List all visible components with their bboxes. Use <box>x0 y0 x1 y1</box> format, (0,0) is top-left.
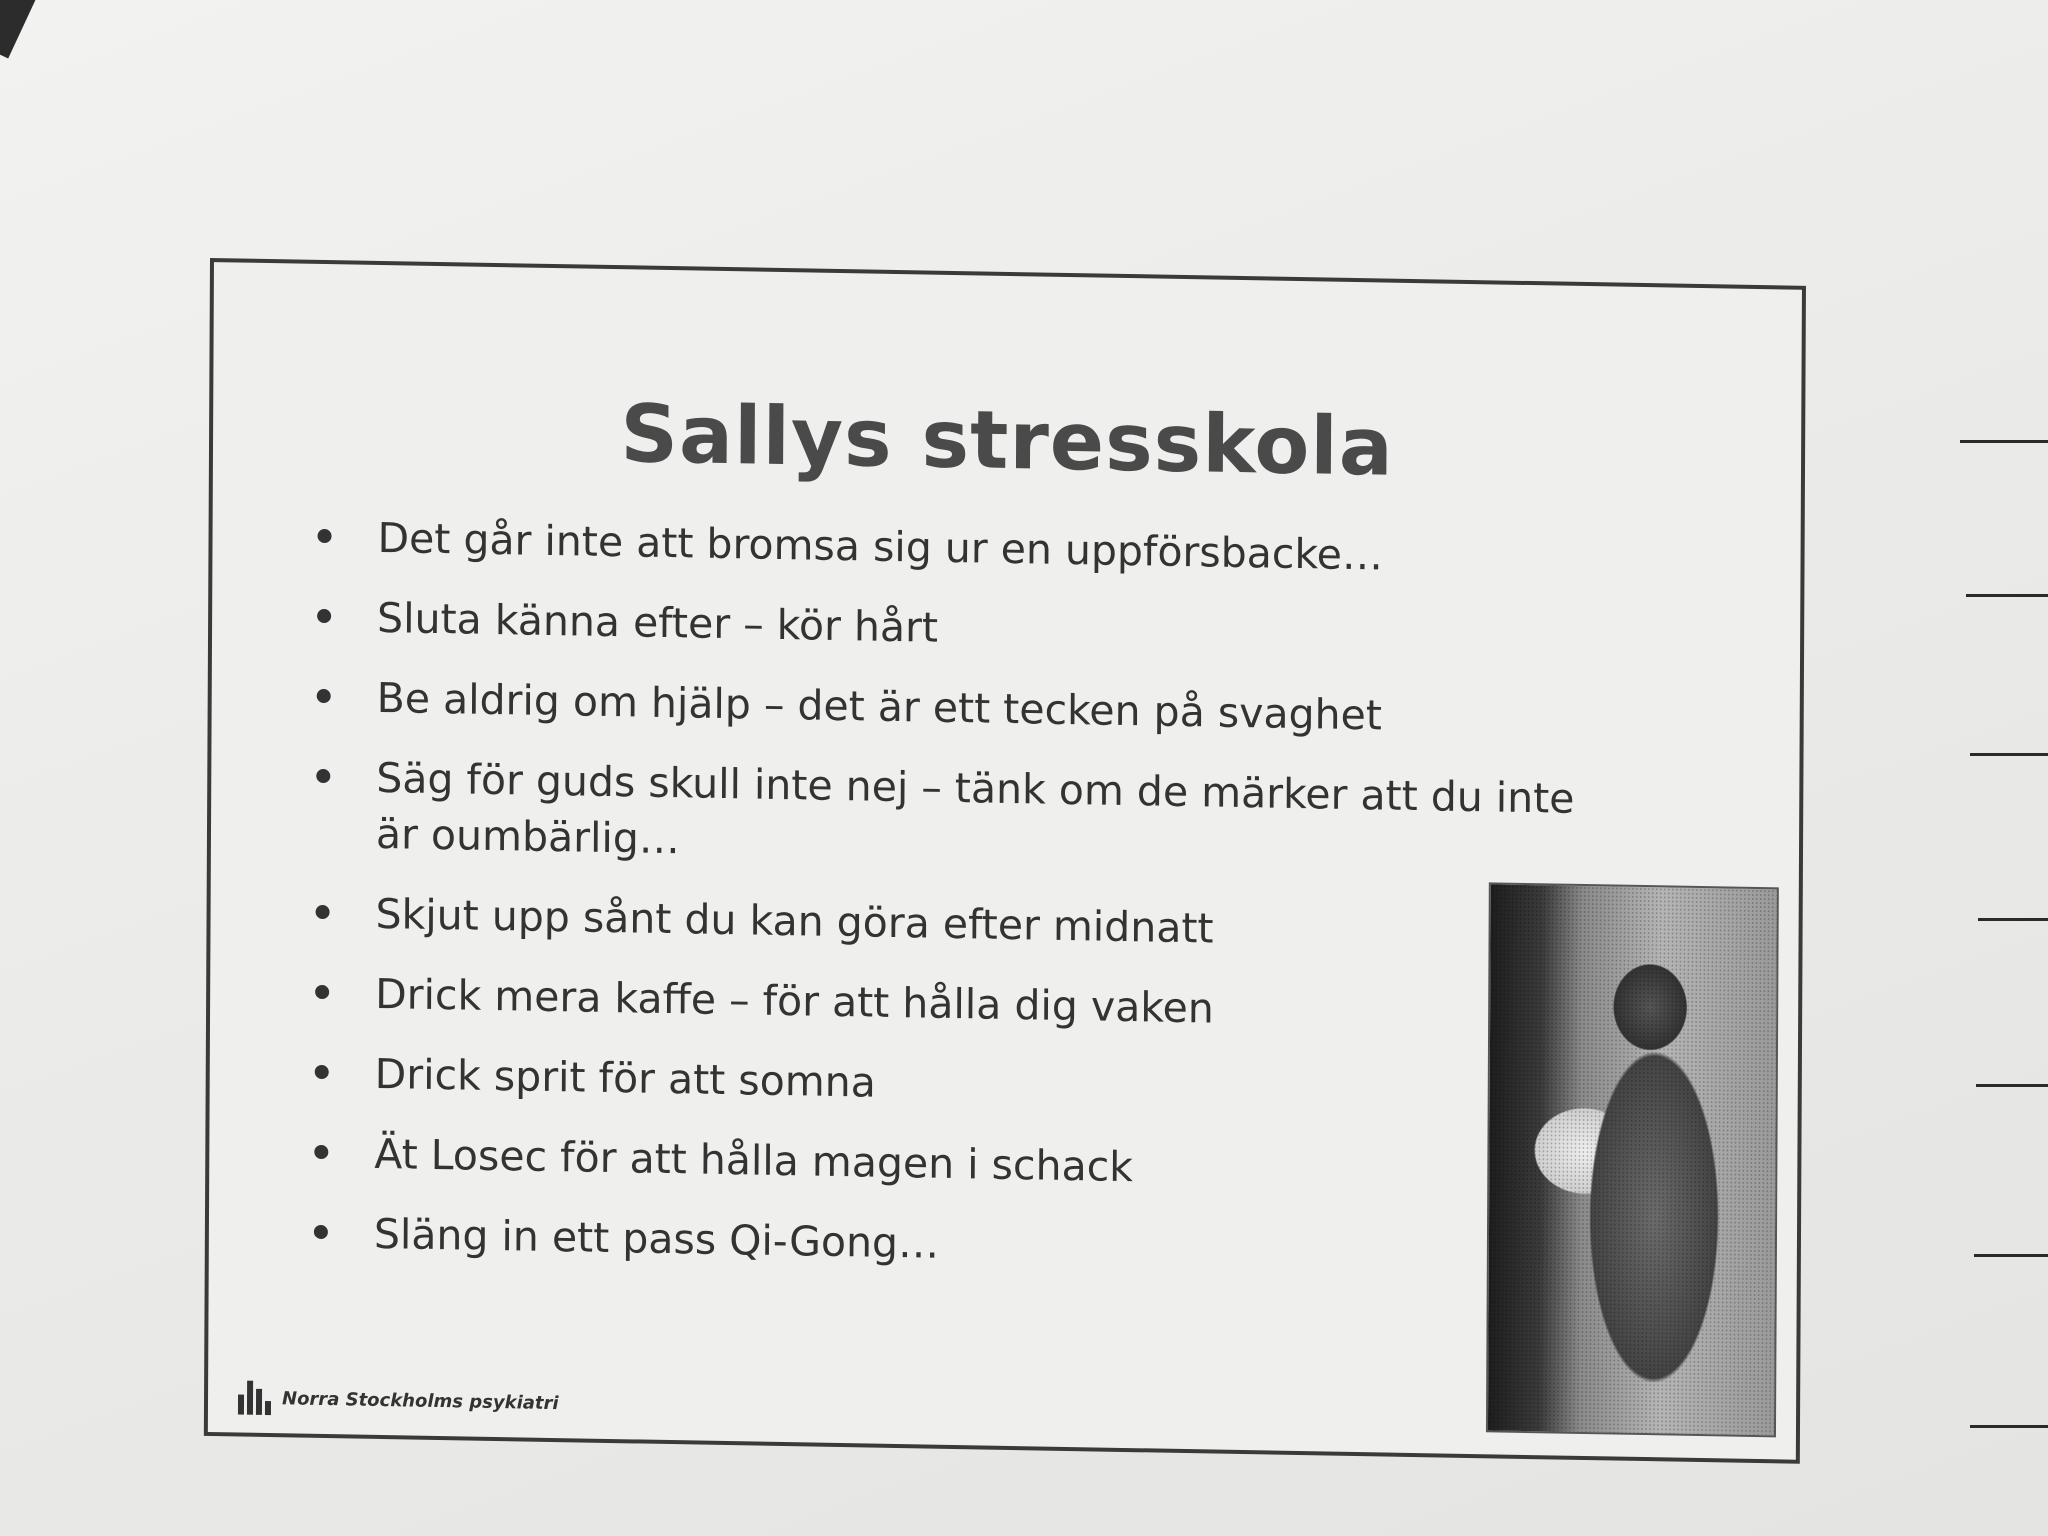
bullet-dot-icon <box>314 1225 328 1239</box>
logo-icon <box>238 1381 272 1416</box>
bullet-text: Säg för guds skull inte nej – tänk om de märker att du inte är oumbärlig… <box>375 753 1575 864</box>
bullet-item <box>317 509 1617 588</box>
bullet-text: Drick mera kaffe – för att hålla dig vaken <box>375 969 1214 1033</box>
bullet-text: Det går inte att bromsa sig ur en uppförsbacke… <box>377 513 1384 580</box>
slide-title: Sallys stresskola <box>620 387 1394 494</box>
bullet-dot-icon <box>315 985 329 999</box>
margin-line <box>1978 918 2048 921</box>
bullet-text: Släng in ett pass Qi-Gong… <box>373 1209 940 1268</box>
bullet-dot-icon <box>316 905 330 919</box>
footer-logo <box>238 1381 559 1421</box>
bullet-item <box>317 669 1617 748</box>
margin-line <box>1976 1084 2048 1087</box>
bullet-dot-icon <box>315 1065 329 1079</box>
bullet-item <box>315 885 1615 964</box>
bullet-dot-icon <box>314 1145 328 1159</box>
bullet-text: Be aldrig om hjälp – det är ett tecken på svaghet <box>376 673 1382 740</box>
bullet-dot-icon <box>318 529 332 543</box>
bullet-item <box>314 1125 1614 1204</box>
margin-line <box>1970 1425 2048 1428</box>
table-edge <box>0 0 46 58</box>
bullet-item <box>315 1045 1615 1124</box>
logo-text: Norra Stockholms psykiatri <box>281 1387 559 1414</box>
bullet-item <box>314 1205 1614 1284</box>
bullet-item <box>316 749 1617 884</box>
slide-frame <box>204 258 1806 1464</box>
margin-line <box>1960 440 2048 443</box>
margin-line <box>1970 753 2048 756</box>
bullet-text: Skjut upp sånt du kan göra efter midnatt <box>375 889 1214 953</box>
bullet-text: Drick sprit för att somna <box>374 1049 876 1107</box>
bullet-dot-icon <box>317 609 331 623</box>
bullet-dot-icon <box>317 689 331 703</box>
bullet-list <box>314 509 1618 1308</box>
bullet-text: Sluta känna efter – kör hårt <box>377 593 939 652</box>
bullet-dot-icon <box>316 769 330 783</box>
bullet-item <box>315 965 1615 1044</box>
margin-lines <box>1958 0 2048 1536</box>
person-photo <box>1486 882 1779 1437</box>
margin-line <box>1966 594 2048 597</box>
bullet-item <box>317 589 1617 668</box>
bullet-text: Ät Losec för att hålla magen i schack <box>374 1129 1134 1192</box>
margin-line <box>1974 1254 2048 1257</box>
